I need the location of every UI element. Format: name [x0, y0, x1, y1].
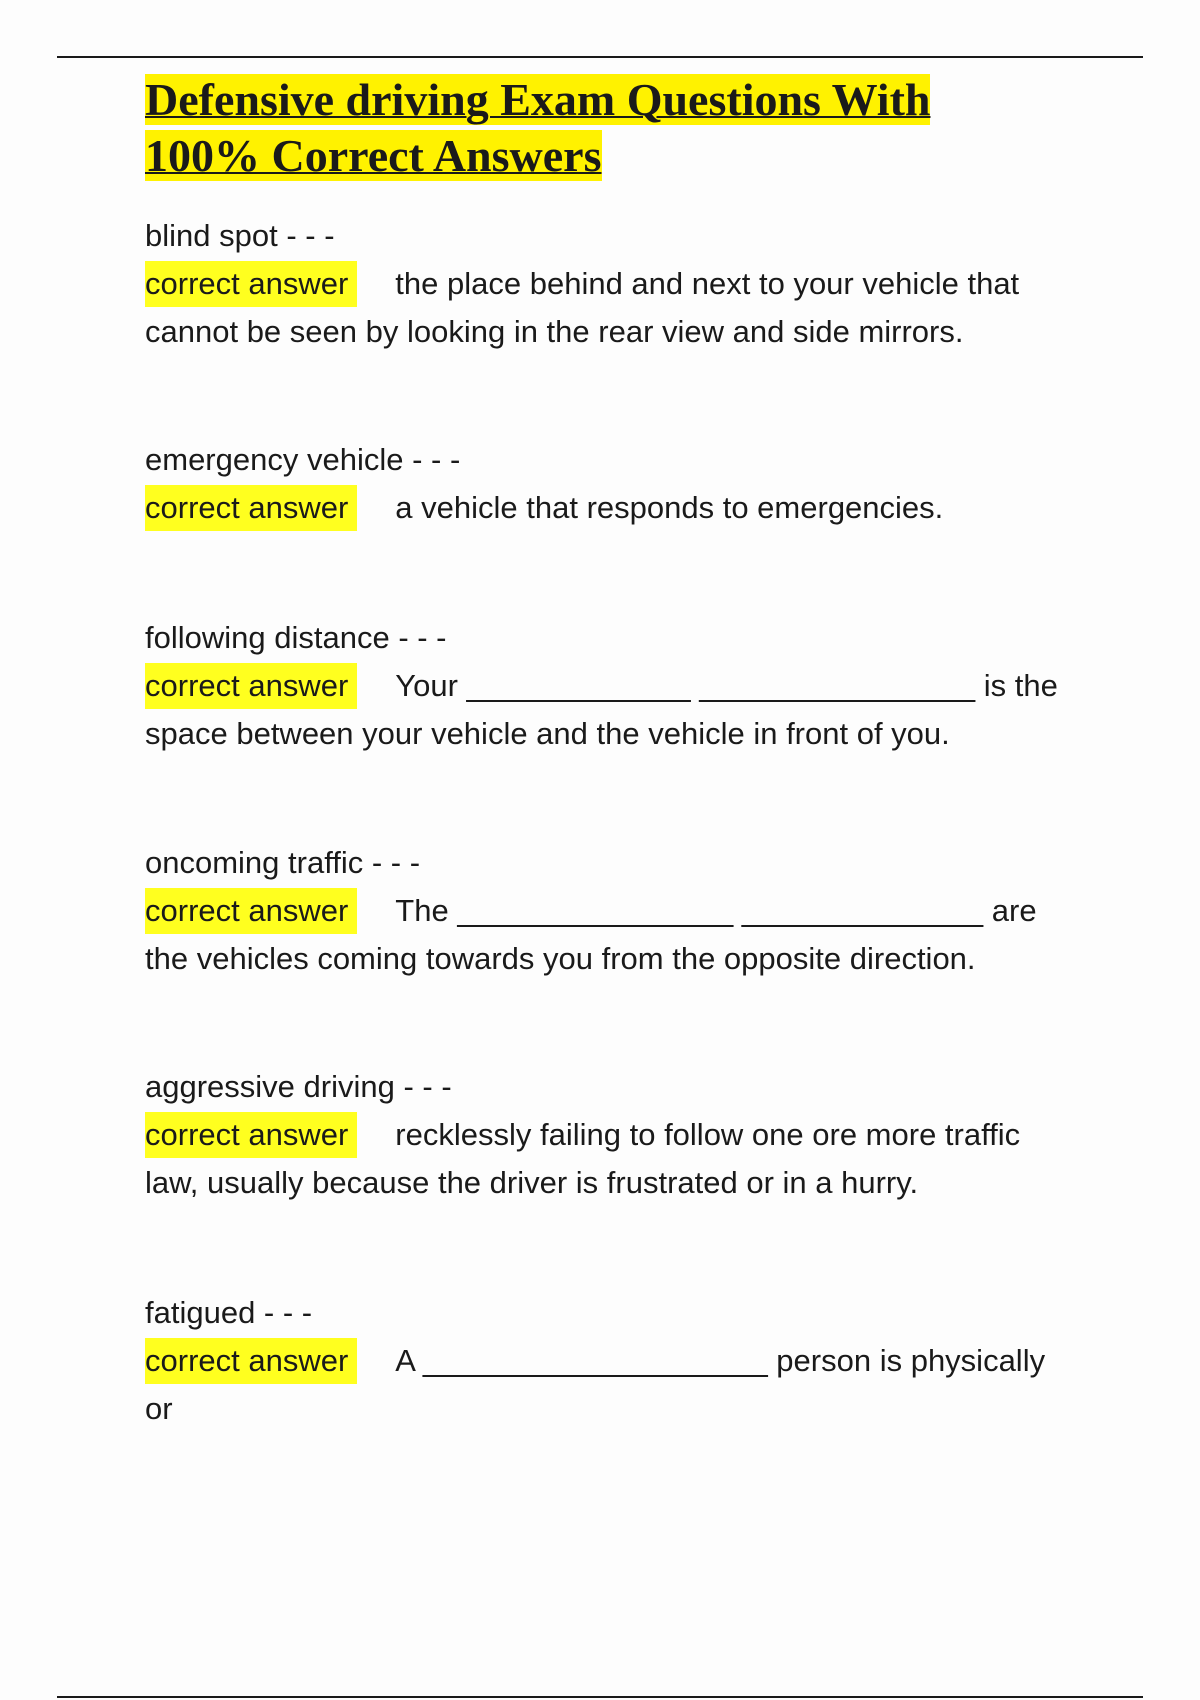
answer-text — [145, 260, 1075, 356]
bottom-rule — [57, 1696, 1143, 1698]
correct-answer-label: correct answer — [145, 663, 357, 709]
qa-item — [145, 1289, 1075, 1433]
qa-item — [145, 1063, 1075, 1207]
answer-text — [145, 1337, 1075, 1433]
answer-body: the place behind and next to your vehicle that cannot be seen by looking in the rear view and side mirrors. — [145, 266, 1020, 349]
question-term: emergency vehicle - - - — [145, 442, 461, 477]
answer-text — [145, 484, 1075, 532]
answer-body: recklessly failing to follow one ore more traffic law, usually because the driver is frustrated or in a hurry. — [145, 1117, 1021, 1200]
answer-text — [145, 662, 1075, 758]
qa-item — [145, 839, 1075, 983]
document-body — [145, 72, 1075, 1426]
question-term: blind spot - - - — [145, 218, 335, 253]
correct-answer-label: correct answer — [145, 1112, 357, 1158]
answer-body: a vehicle that responds to emergencies. — [395, 490, 944, 525]
qa-item — [145, 614, 1075, 758]
answer-body: Your _____________ ________________ is the space between your vehicle and the vehicle in front of you. — [145, 668, 1058, 751]
correct-answer-label: correct answer — [145, 485, 357, 531]
correct-answer-label: correct answer — [145, 888, 357, 934]
document-title — [145, 72, 1075, 184]
question-term: fatigued - - - — [145, 1295, 313, 1330]
qa-item — [145, 212, 1075, 356]
answer-text — [145, 887, 1075, 983]
title-line-1: Defensive driving Exam Questions With — [145, 74, 931, 125]
question-term: following distance - - - — [145, 620, 447, 655]
top-rule — [57, 56, 1143, 58]
correct-answer-label: correct answer — [145, 1338, 357, 1384]
qa-item — [145, 436, 1075, 532]
correct-answer-label: correct answer — [145, 261, 357, 307]
title-line-2: 100% Correct Answers — [145, 130, 602, 181]
answer-body: A ____________________ person is physically or — [145, 1343, 1046, 1426]
question-term: aggressive driving - - - — [145, 1069, 452, 1104]
answer-text — [145, 1111, 1075, 1207]
question-term: oncoming traffic - - - — [145, 845, 421, 880]
answer-body: The ________________ ______________ are the vehicles coming towards you from the opposite direction. — [145, 893, 1037, 976]
